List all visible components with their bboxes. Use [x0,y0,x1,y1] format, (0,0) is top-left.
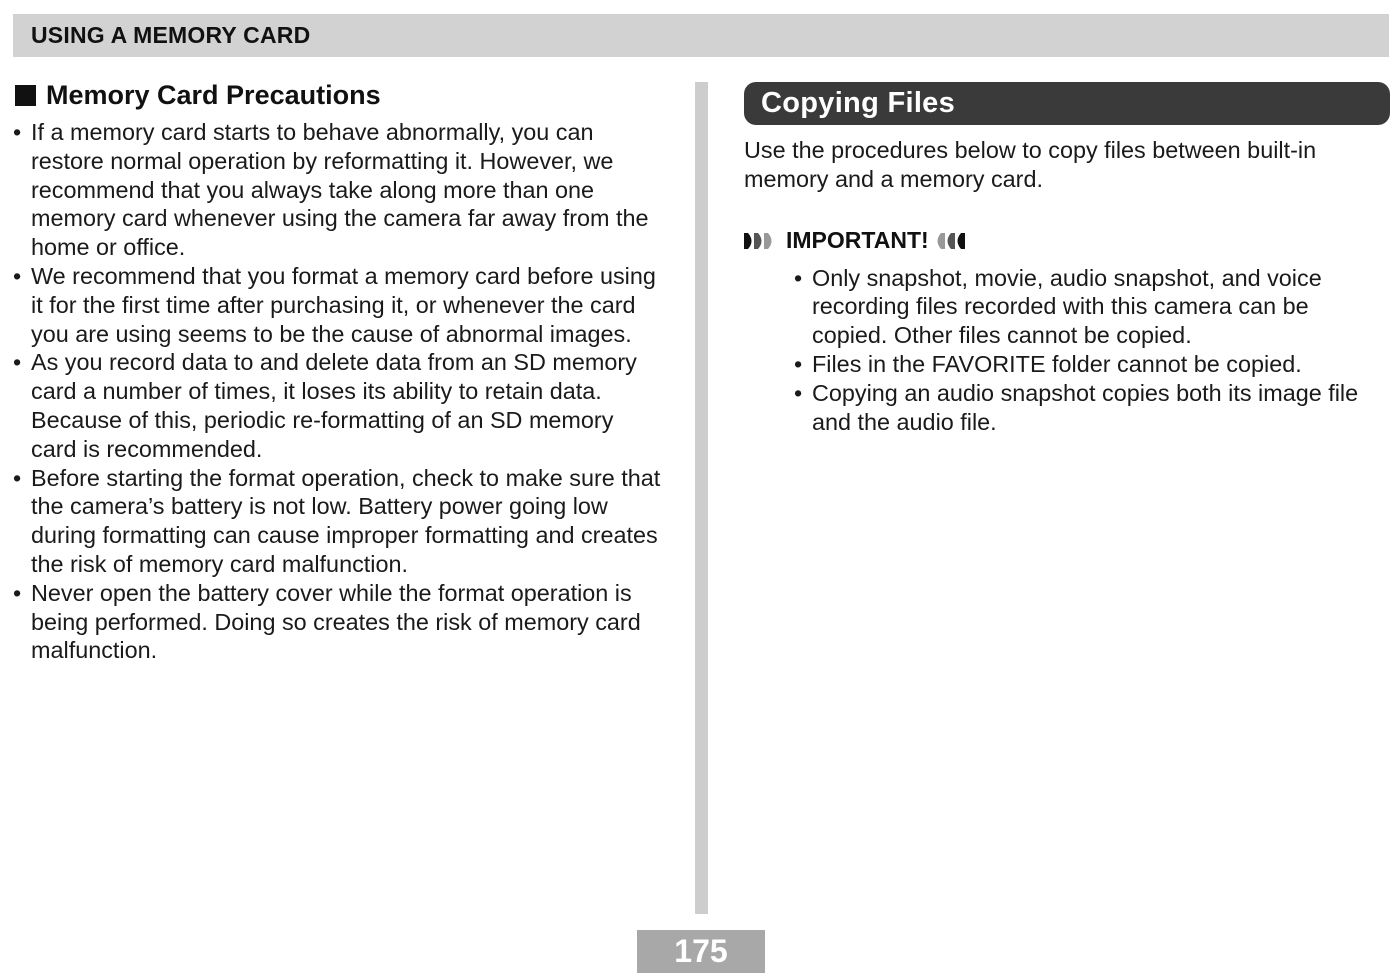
page-number: 175 [674,933,728,969]
list-item [794,379,1390,437]
precautions-list [13,118,663,665]
intro-paragraph: Use the procedures below to copy files between built-in memory and a memory card. [744,137,1317,192]
list-item [794,350,1390,379]
arrows-left-icon [935,231,969,251]
section-title: Copying Files [761,87,956,119]
section-title-pill [744,82,1390,125]
list-item-text: As you record data to and delete data from an SD memory card a number of times, it loses its ability to retain data. Because of this, periodic re-formatting of an SD memory card is recommended. [31,349,637,462]
section-heading [13,78,663,112]
list-item [13,464,663,579]
bullet-dot: • [794,379,803,406]
header-title: USING A MEMORY CARD [31,22,311,48]
bullet-dot: • [794,350,803,377]
list-item [13,348,663,463]
square-bullet-icon [15,85,36,106]
list-item-text: Files in the FAVORITE folder cannot be copied. [812,350,1302,377]
list-item-text: Before starting the format operation, check to make sure that the camera’s battery is not low. Battery power going low during formatting can cause improper formatting and creates the risk of memory card malfunction. [31,464,661,577]
list-item-text: If a memory card starts to behave abnormally, you can restore normal operation by reformatting it. However, we recommend that you always take along more than one memory card whenever using the camera far away from the home or office. [31,119,649,261]
list-item-text: Copying an audio snapshot copies both its image file and the audio file. [812,379,1359,435]
bullet-dot: • [13,579,22,606]
column-divider [695,82,708,914]
bullet-dot: • [13,464,22,491]
list-item [13,579,663,665]
list-item [794,264,1390,350]
list-item-text: Never open the battery cover while the format operation is being performed. Doing so creates the risk of memory card malfunction. [31,579,641,664]
list-item-text: Only snapshot, movie, audio snapshot, and voice recording files recorded with this camera can be copied. Other files cannot be copied. [812,264,1322,349]
list-item-text: We recommend that you format a memory card before using it for the first time after purchasing it, or whenever the card you are using seems to be the cause of abnormal images. [31,262,656,347]
bullet-dot: • [13,119,22,145]
important-list [794,264,1390,437]
bullet-dot: • [13,262,22,289]
arrows-right-icon [744,231,778,251]
precautions-section [13,78,663,665]
page-number-box [637,930,765,973]
bullet-dot: • [794,264,803,291]
important-label: IMPORTANT! [786,227,929,254]
copying-section [744,82,1390,436]
list-item [13,262,663,348]
bullet-dot: • [13,349,22,376]
header-bar [13,14,1389,57]
important-heading [744,227,1390,255]
section-heading-text: Memory Card Precautions [46,79,381,110]
list-item [13,118,663,262]
